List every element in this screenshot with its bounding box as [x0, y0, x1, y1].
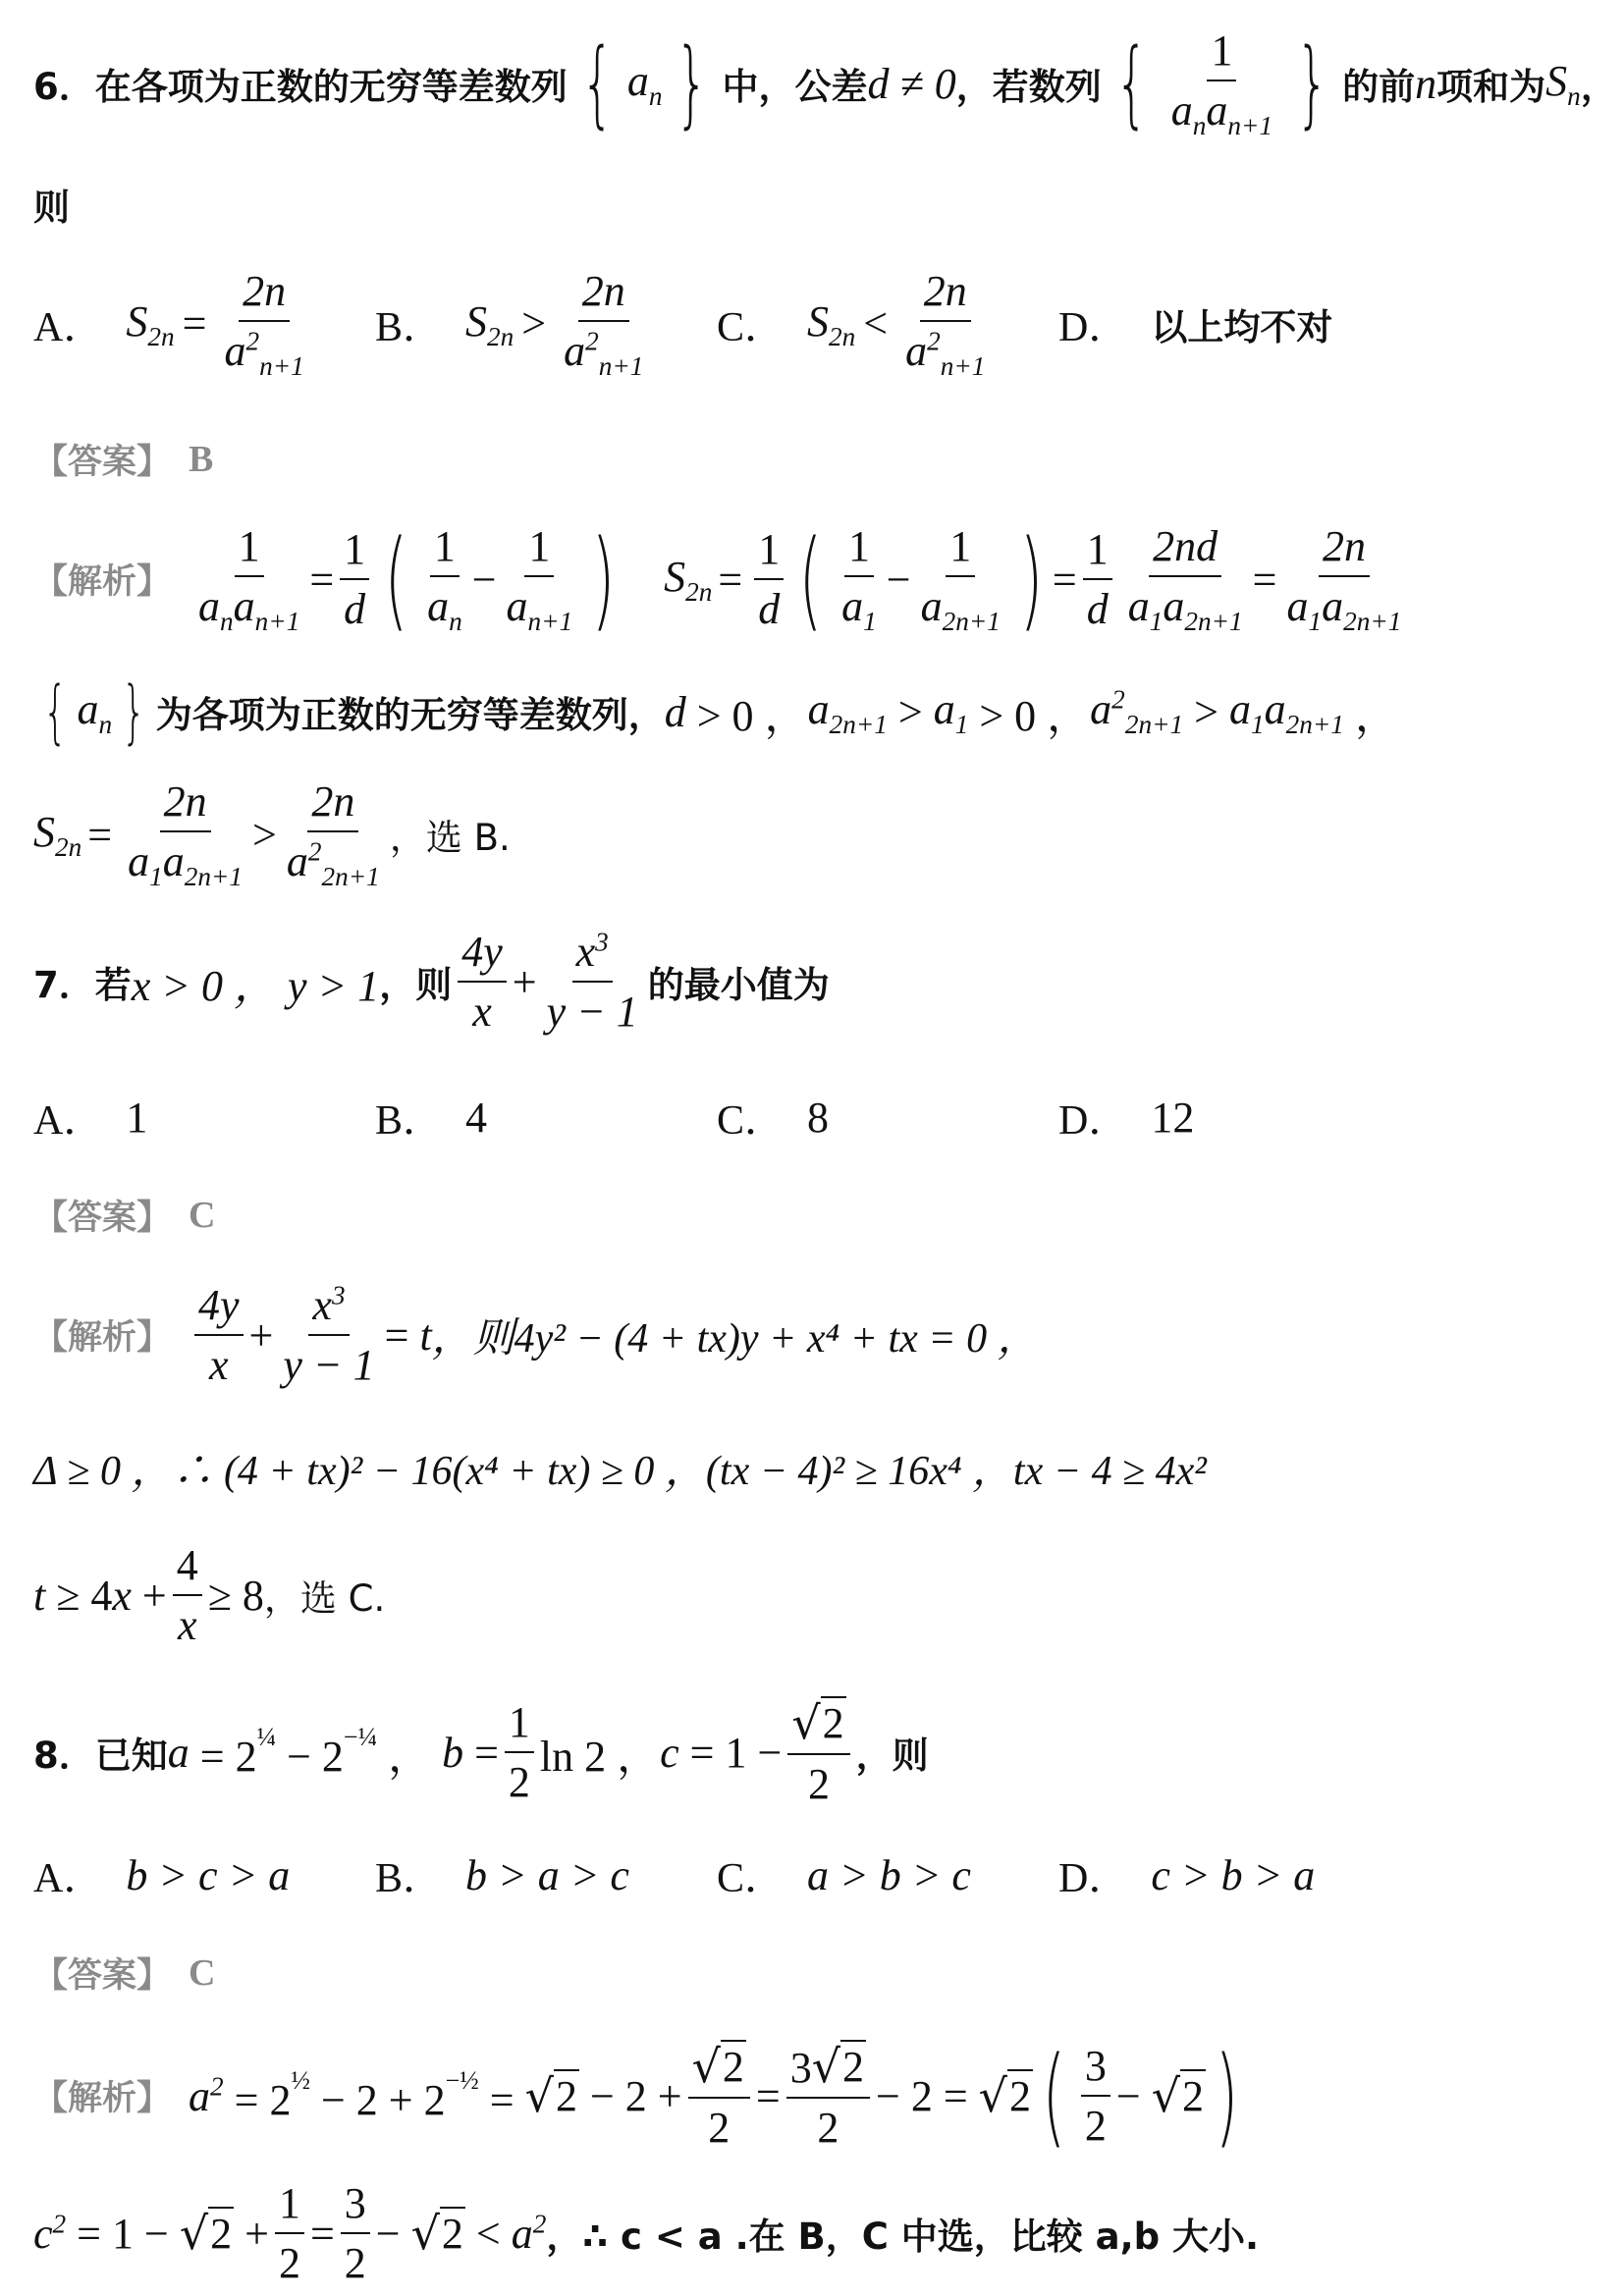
- answer-tag: 【答案】: [33, 443, 172, 482]
- q7-cond: x > 0 ， y > 1: [131, 962, 380, 1010]
- math-a-n: $a_n$: [626, 56, 663, 111]
- q6-seq-frac: $\frac{1}{a_na_{n+1}}$: [1170, 27, 1273, 140]
- q6-option-b[interactable]: B． $S_{2n}$ > $\frac{2n}{a^2_{n+1}}$: [375, 267, 644, 381]
- q7-option-b[interactable]: B． 4: [375, 1093, 488, 1144]
- q7-analysis-2: [33, 1433, 1585, 1502]
- q6-analysis-text: 为各项为正数的无穷等差数列，: [155, 694, 665, 736]
- q6-option-a[interactable]: A． $S_{2n}$ = $\frac{2n}{a^2_{n+1}}$: [33, 267, 304, 381]
- q8-analysis-2: $c^2$ = 1 − √ 2 + $\frac{1}{2}$ = $\frac{3}{2}$ − √ 2 < $a^2$ ，∴ c < a .在 B，C 中选，比较 a,b 大小.: [33, 2179, 1260, 2287]
- q6-tail: 的前: [1342, 66, 1416, 108]
- brace-left-2: {: [1114, 28, 1149, 138]
- q6-then: 则: [33, 187, 70, 229]
- brace-right-2: }: [1295, 28, 1329, 138]
- q6-conclusion: ，选 B.: [389, 817, 511, 859]
- q7-option-d[interactable]: D． 12: [1058, 1093, 1195, 1144]
- q8-options: [33, 1845, 1585, 1904]
- q6-then-line: [33, 175, 1585, 234]
- q6-tail2: 项和为: [1436, 66, 1546, 108]
- q6-analysis-1: 【解析】 $\frac{1}{a_na_{n+1}}$ = $\frac{1}{d}$ ( $\frac{1}{a_n}$ − $\frac{1}{a_{n+1}}$ ) $S_{2n}$ = $\frac{1}{d}$ ( $\frac{1}{a_1}$ − $\frac{1}{a_{2n+1}}$ ) = $\frac{1}{d}$ $\frac{2nd}{a_1a_{2n+1}}$ = $\frac{2n}{a_1a_{2n+1}}$: [33, 516, 1402, 642]
- q6-end: ，: [1580, 66, 1617, 108]
- q7-stem: 7．若 x > 0 ， y > 1 ，则 $\frac{4y}{x}$ + $\frac{x^3}{y - 1}$ 的最小值为: [33, 927, 830, 1036]
- answer-value: C: [189, 1952, 216, 1994]
- q7-analysis-1: 【解析】 $\frac{4y}{x}$ + $\frac{x^3}{y - 1}$ = t ，则4y² − (4 + tx)y + x⁴ + tx = 0 ，: [33, 1280, 1039, 1389]
- analysis-tag: 【解析】: [33, 1318, 172, 1358]
- q6-answer: [33, 430, 1585, 489]
- q8-answer: [33, 1944, 1585, 2002]
- answer-tag: 【答案】: [33, 1199, 172, 1238]
- q8-analysis-1: 【解析】 $a^2$ = $2^{\frac{1}{2}} - 2 + 2^{-\frac{1}{2}}$ = √ 2 − 2 + √ 2 2 = 3 √ 2 2 − 2 = √ 2 ( $\frac{3}{2}$ − √ 2 ): [33, 2033, 1239, 2159]
- q6-stem: [33, 20, 1617, 147]
- brace-left: {: [580, 28, 615, 138]
- q6-option-d[interactable]: D． 以上均不对: [1058, 305, 1333, 350]
- q6-mid: 中，公差: [722, 66, 868, 108]
- q8-option-b[interactable]: B． b > a > c: [375, 1850, 629, 1901]
- q7-analysis-eq: ，则4y² − (4 + tx)y + x⁴ + tx = 0 ，: [431, 1316, 1039, 1362]
- q8-stem: 8．已知 a = $2^{\frac{1}{4}} - 2^{-\frac{1}{4}}$ ， b = $\frac{1}{2}$ ln 2 ， c = 1 − √ 2 2 ，则: [33, 1695, 929, 1808]
- q7-options: [33, 1088, 1585, 1147]
- q6-n: n: [1415, 59, 1437, 108]
- q6-analysis-2: { $a_n$ } 为各项为正数的无穷等差数列， d > 0 ， $a_{2n+1}$ > $a_1$ > 0 ， $a^2_{2n+1}$ > $a_1a_{2n+1}$ ，: [43, 671, 1398, 752]
- q8-conclusion: ，∴ c < a .在 B，C 中选，比较 a,b 大小.: [546, 2216, 1260, 2258]
- analysis-tag: 【解析】: [33, 562, 172, 602]
- q7-answer: [33, 1186, 1585, 1245]
- q6-prefix: 6．在各项为正数的无穷等差数列: [33, 66, 568, 108]
- q6-option-c[interactable]: C． $S_{2n}$ < $\frac{2n}{a^2_{n+1}}$: [717, 267, 986, 381]
- answer-value: B: [189, 439, 214, 480]
- brace-right: }: [676, 28, 709, 138]
- q7-analysis-ineq: Δ ≥ 0 ，∴ (4 + tx)² − 16(x⁴ + tx) ≥ 0 ，(tx − 4)² ≥ 16x⁴ ，tx − 4 ≥ 4x²: [33, 1449, 1207, 1494]
- q7-analysis-3: t ≥ 4 x + $\frac{4}{x}$ ≥ 8 ，选 C.: [33, 1541, 386, 1649]
- q7-option-a[interactable]: A． 1: [33, 1093, 148, 1144]
- answer-tag: 【答案】: [33, 1956, 172, 1996]
- q8-prefix: 8．已知: [33, 1735, 168, 1777]
- q7-tail: 的最小值为: [647, 964, 830, 1006]
- q8-option-d[interactable]: D． c > b > a: [1058, 1850, 1316, 1901]
- q7-then: ，则: [379, 964, 453, 1006]
- q8-option-c[interactable]: C． a > b > c: [717, 1850, 971, 1901]
- q7-conclusion: ，选 C.: [263, 1577, 386, 1620]
- answer-value: C: [189, 1195, 216, 1236]
- q7-option-c[interactable]: C． 8: [717, 1093, 830, 1144]
- analysis-tag: 【解析】: [33, 2079, 172, 2118]
- q6-cond: d ≠ 0: [867, 59, 956, 108]
- q6-sn: $S_n$: [1545, 56, 1581, 111]
- q6-options: [33, 265, 1585, 383]
- q6-comma1: ，若数列: [955, 66, 1102, 108]
- q7-prefix: 7．若: [33, 964, 132, 1006]
- q8-option-a[interactable]: A． b > c > a: [33, 1850, 291, 1901]
- q8-then: ，则: [855, 1735, 929, 1777]
- q6-analysis-3: $S_{2n}$ = $\frac{2n}{a_1a_{2n+1}}$ > $\frac{2n}{a^2_{2n+1}}$ ，选 B.: [33, 777, 511, 891]
